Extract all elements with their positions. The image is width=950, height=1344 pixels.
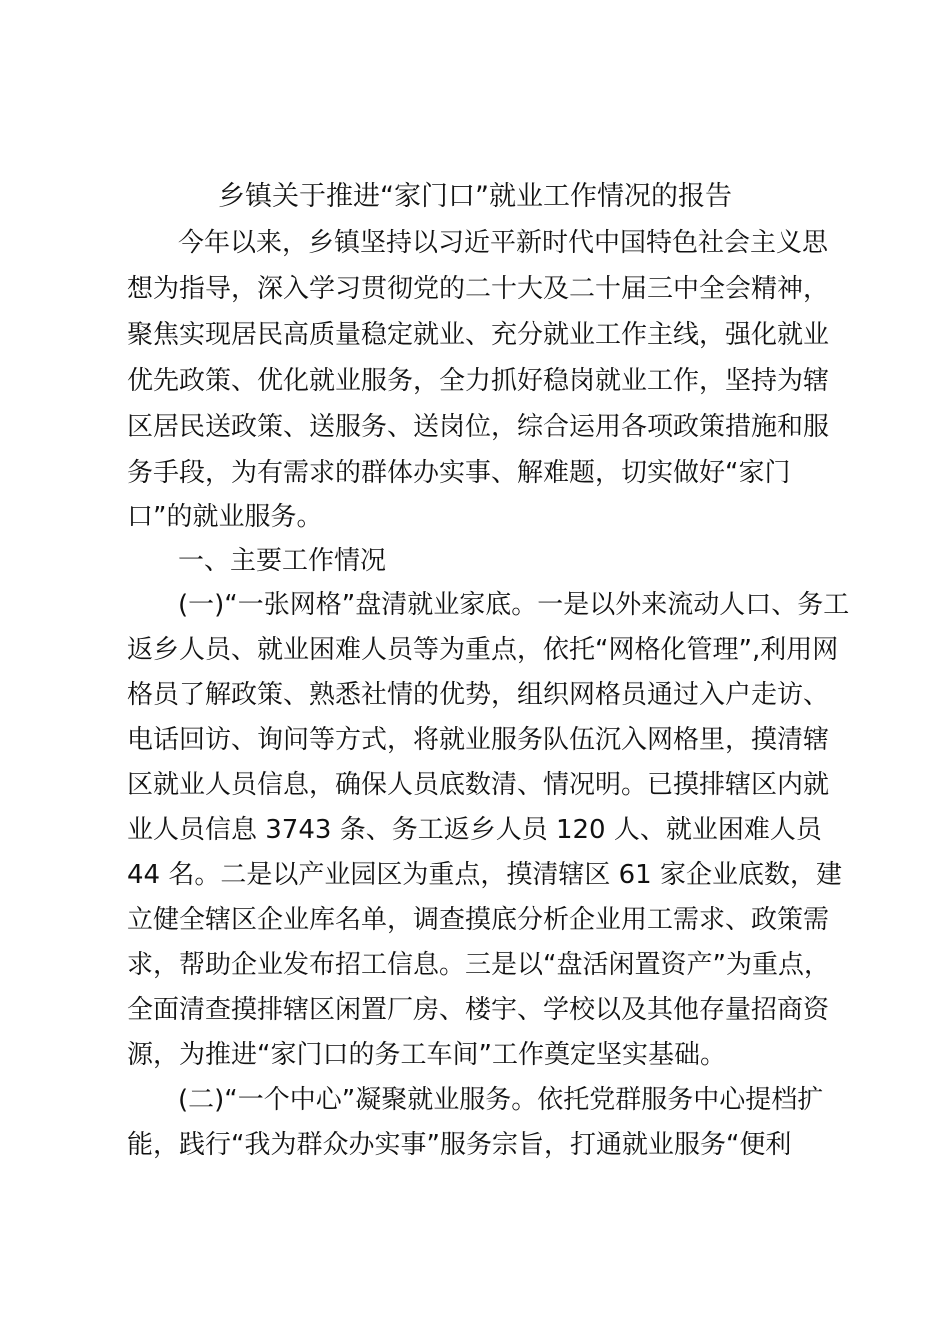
paragraph-line: 返乡人员、就业困难人员等为重点，依托“网格化管理”,利用网: [127, 635, 839, 665]
paragraph-line: (一)“一张网格”盘清就业家底。一是以外来流动人口、务工: [178, 590, 850, 620]
paragraph-line: 求，帮助企业发布招工信息。三是以“盘活闲置资产”为重点，: [127, 950, 830, 980]
document-title: 乡镇关于推进“家门口”就业工作情况的报告: [218, 181, 732, 212]
paragraph-line: 务手段，为有需求的群体办实事、解难题，切实做好“家门: [127, 458, 791, 488]
paragraph-line: 全面清查摸排辖区闲置厂房、楼宇、学校以及其他存量招商资: [127, 995, 830, 1025]
paragraph-line: 业人员信息 3743 条、务工返乡人员 120 人、就业困难人员: [127, 815, 822, 845]
paragraph-line: 聚焦实现居民高质量稳定就业、充分就业工作主线，强化就业: [127, 320, 830, 350]
paragraph-line: 想为指导，深入学习贯彻党的二十大及二十届三中全会精神，: [127, 274, 830, 304]
paragraph-line: 能，践行“我为群众办实事”服务宗旨，打通就业服务“便利: [127, 1130, 792, 1160]
paragraph-line: 区居民送政策、送服务、送岗位，综合运用各项政策措施和服: [127, 412, 830, 442]
paragraph-line: 格员了解政策、熟悉社情的优势，组织网格员通过入户走访、: [127, 680, 830, 710]
paragraph-line: 源，为推进“家门口的务工车间”工作奠定坚实基础。: [127, 1040, 726, 1070]
paragraph-line: 今年以来，乡镇坚持以习近平新时代中国特色社会主义思: [178, 228, 829, 258]
paragraph-line: 区就业人员信息，确保人员底数清、情况明。已摸排辖区内就: [127, 770, 830, 800]
paragraph-line: 立健全辖区企业库名单，调查摸底分析企业用工需求、政策需: [127, 905, 830, 935]
paragraph-line: 口”的就业服务。: [127, 502, 323, 532]
paragraph-line: 44 名。二是以产业园区为重点，摸清辖区 61 家企业底数，建: [127, 860, 842, 890]
section-heading: 一、主要工作情况: [178, 546, 387, 576]
paragraph-line: 电话回访、询问等方式，将就业服务队伍沉入网格里，摸清辖: [127, 725, 830, 755]
paragraph-line: (二)“一个中心”凝聚就业服务。依托党群服务中心提档扩: [178, 1085, 824, 1115]
paragraph-line: 优先政策、优化就业服务，全力抓好稳岗就业工作，坚持为辖: [127, 366, 830, 396]
